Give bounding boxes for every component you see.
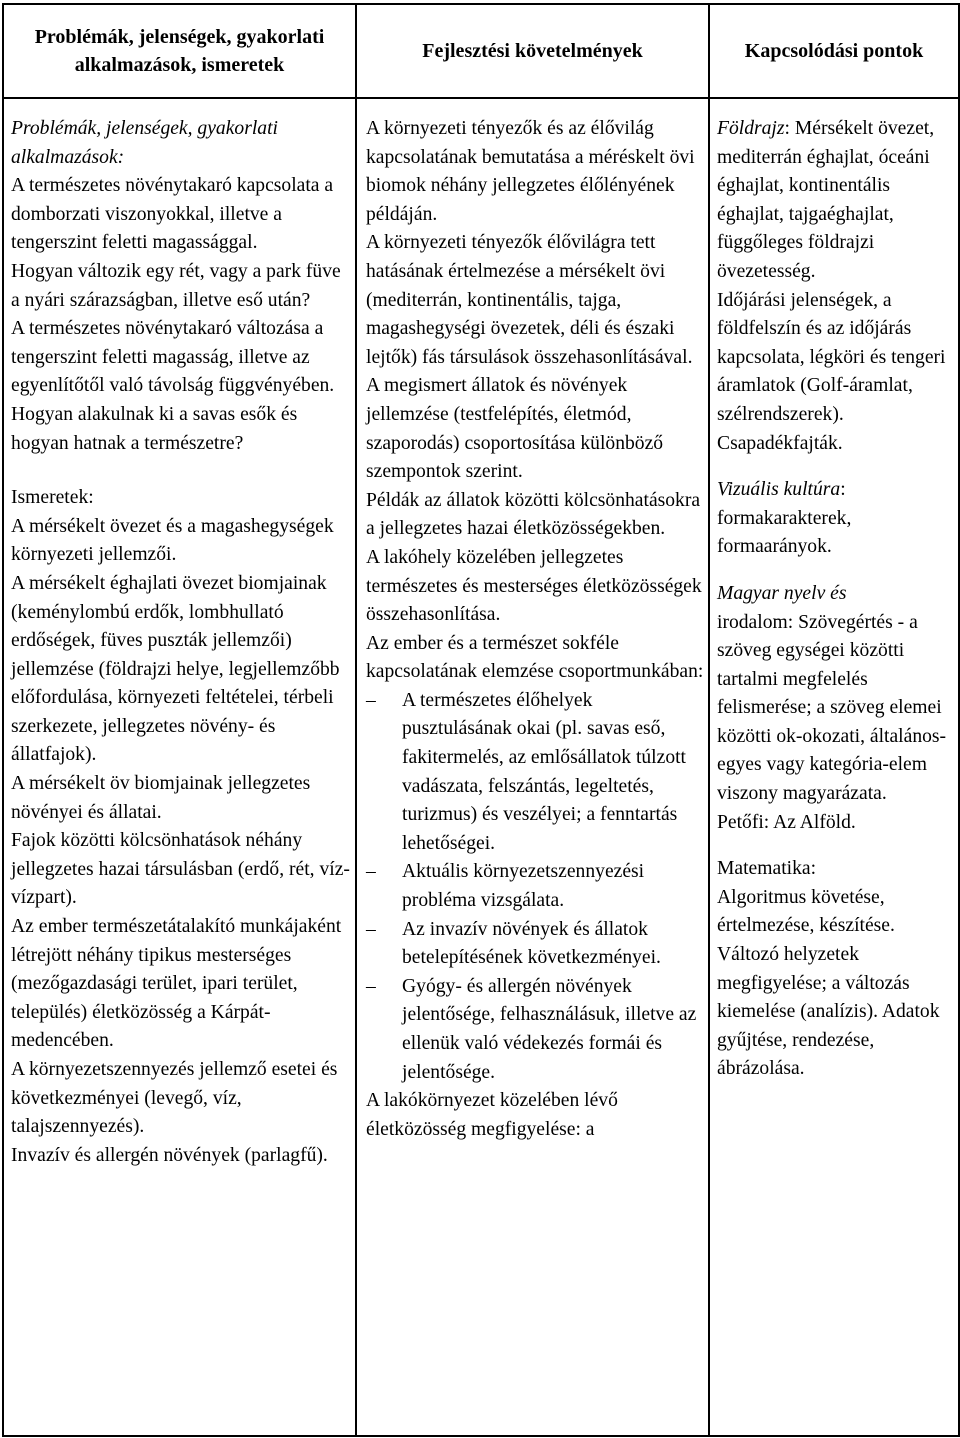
dash-list-item xyxy=(366,916,704,973)
visual-culture-label: Vizuális kultúra xyxy=(717,479,841,501)
header-row xyxy=(3,4,959,98)
requirement-paragraph: A lakókörnyezet közelében lévő életközösség megfigyelése: a xyxy=(366,1090,618,1140)
content-col3 xyxy=(709,98,959,1436)
header-col1: Problémák, jelenségek, gyakorlati alkalmazások, ismeretek xyxy=(3,4,356,98)
link-geography xyxy=(717,115,954,287)
dash-list-item xyxy=(366,687,704,859)
petofi-text: Petőfi: Az Alföld. xyxy=(717,811,856,833)
dash-bullet: – xyxy=(366,689,376,711)
knowledge-item: A mérsékelt övezet és a magashegységek környezeti jellemzői. xyxy=(11,515,334,566)
dash-list-text: A természetes élőhelyek pusztulásának okai (pl. savas eső, fakitermelés, az emlősállatok túlzott vadászata, felszántás, legeltetés, turizmus) és veszélyei; a fenntartás lehetőségei. xyxy=(402,689,687,854)
problem-item: A természetes növénytakaró kapcsolata a domborzati viszonyokkal, illetve a tengerszint feletti magassággal. xyxy=(11,175,334,254)
knowledge-item: A mérsékelt öv biomjainak jellegzetes növényei és állatai. xyxy=(11,773,311,823)
content-col1 xyxy=(3,98,356,1436)
dash-bullet: – xyxy=(366,975,376,997)
requirement-paragraph: A megismert állatok és növények jellemzése (testfelépítés, életmód, szaporodás) csoportosítása különböző szempontok szerint. xyxy=(366,375,664,483)
problems-heading: Problémák, jelenségek, gyakorlati alkalmazások: xyxy=(11,118,278,168)
dash-list-item xyxy=(366,973,704,1087)
knowledge-item: A mérsékelt éghajlati övezet biomjainak (keménylombú erdők, lombhullató erdőségek, füves puszták jellemzői) jellemzése (földrajzi helye, legjellemzőbb előfordulása, környezeti feltételei, térbeli szerkezete, jellegzetes növény- és állatfajok). xyxy=(11,572,340,766)
requirement-paragraph: A környezeti tényezők élővilágra tett hatásának értelmezése a mérsékelt övi (mediterrán, kontinentális, tajga, magashegységi övezetek, déli és északi lejtők) fás társulások összehasonlításával. xyxy=(366,232,693,368)
header-col2: Fejlesztési követelmények xyxy=(356,4,709,98)
math-label: Matematika: xyxy=(717,858,817,880)
curriculum-table xyxy=(2,3,960,1437)
requirement-paragraph: Az ember és a természet sokféle kapcsolatának elemzése csoportmunkában: xyxy=(366,632,704,683)
link-visual-culture xyxy=(717,476,954,562)
requirement-paragraph: A lakóhely közelében jellegzetes természetes és mesterséges életközösségek összehasonlítása. xyxy=(366,546,702,626)
geography-text: : Mérsékelt övezet, mediterrán éghajlat, óceáni éghajlat, kontinentális éghajlat, tajgaéghajlat, függőleges földrajzi övezetesség. xyxy=(717,118,935,282)
requirement-paragraph: Példák az állatok közötti kölcsönhatásokra a jellegzetes hazai életközösségekben. xyxy=(366,489,701,540)
dash-bullet: – xyxy=(366,861,376,883)
dash-bullet: – xyxy=(366,918,376,940)
math-text: Algoritmus követése, értelmezése, készítése. Változó helyzetek megfigyelése; a változás kiemelése (analízis). Adatok gyűjtése, rendezése, ábrázolása. xyxy=(717,886,940,1080)
knowledge-heading: Ismeretek: xyxy=(11,487,94,509)
dash-list-text: Aktuális környezetszennyezési probléma vizsgálata. xyxy=(402,861,645,912)
weather-text: Időjárási jelenségek, a földfelszín és az időjárás kapcsolata, légköri és tengeri áramlatok (Golf-áramlat, szélrendszerek). Csapadékfajták. xyxy=(717,289,946,454)
problem-item: A természetes növénytakaró változása a tengerszint feletti magasság, illetve az egyenlítőtől való távolság függvényében. xyxy=(11,318,335,397)
knowledge-item: Fajok közötti kölcsönhatások néhány jellegzetes hazai társulásban (erdő, rét, víz-vízpart). xyxy=(11,830,350,909)
visual-culture-text: : formakarakterek, formaarányok. xyxy=(717,479,852,558)
content-col2 xyxy=(356,98,709,1436)
dash-list-text: Gyógy- és allergén növények jelentősége, felhasználásuk, illetve az ellenük való védekezés formái és jelentősége. xyxy=(402,975,697,1083)
header-col3: Kapcsolódási pontok xyxy=(709,4,959,98)
knowledge-item: Az ember természetátalakító munkájaként létrejött néhány tipikus mesterséges (mezőgazdasági terület, ipari terület, település) életközösség a Kárpát-medencében. xyxy=(11,916,342,1052)
dash-list-text: Az invazív növények és állatok betelepítésének következményei. xyxy=(402,918,661,969)
dash-list xyxy=(366,687,704,1087)
problem-item: Hogyan alakulnak ki a savas esők és hogyan hatnak a természetre? xyxy=(11,403,298,454)
dash-list-item xyxy=(366,858,704,915)
knowledge-item: A környezetszennyezés jellemző esetei és következményei (levegő, víz, talajszennyezés). xyxy=(11,1059,338,1138)
language-label: Magyar nyelv és xyxy=(717,582,847,604)
problem-item: Hogyan változik egy rét, vagy a park füve a nyári szárazságban, illetve eső után? xyxy=(11,260,341,311)
geography-label: Földrajz xyxy=(717,118,785,139)
language-text: irodalom: Szövegértés - a szöveg egységei közötti tartalmi megfelelés felismerése; a szöveg elemei közötti ok-okozati, általános-egyes vagy kategória-elem viszony magyarázata. xyxy=(717,611,947,805)
requirement-paragraph: A környezeti tényezők és az élővilág kapcsolatának bemutatása a méréskelt övi biomok néhány jellegzetes élőlényének példáján. xyxy=(366,118,695,225)
knowledge-item: Invazív és allergén növények (parlagfű). xyxy=(11,1144,328,1166)
content-row xyxy=(3,98,959,1436)
